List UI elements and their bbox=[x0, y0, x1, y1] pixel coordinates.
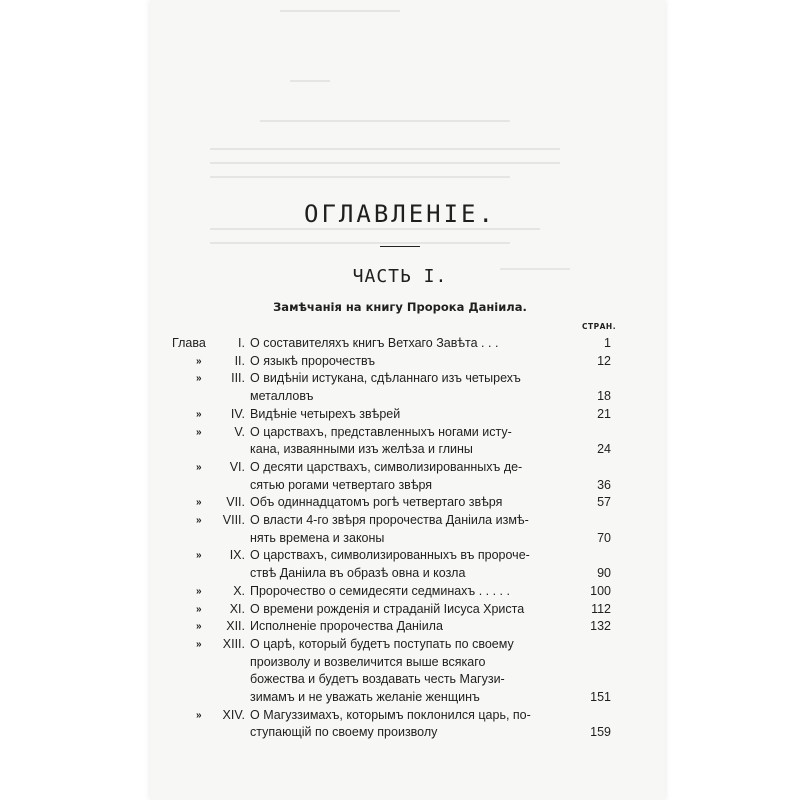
chapter-title: ствѣ Даніила въ образѣ овна и козла bbox=[250, 566, 466, 581]
ditto-mark: » bbox=[196, 461, 202, 473]
ditto-mark: » bbox=[196, 550, 202, 562]
chapter-title: зимамъ и не уважать желаніе женщинъ bbox=[250, 690, 480, 704]
page-number: 151 bbox=[590, 690, 611, 704]
chapter-title: О царствахъ, представленныхъ ногами исту- bbox=[250, 424, 512, 439]
page-number: 21 bbox=[597, 406, 611, 421]
chapter-title: О царѣ, который будетъ поступать по своему bbox=[250, 636, 514, 651]
toc-entry bbox=[0, 459, 800, 476]
page-title: ОГЛАВЛЕНІЕ. bbox=[304, 200, 496, 228]
chapter-title: кана, изваянными изъ желѣза и глины bbox=[250, 442, 473, 457]
page-column-label: СТРАН. bbox=[582, 322, 617, 331]
toc-entry-continuation bbox=[0, 388, 800, 405]
chapter-number: VIII. bbox=[222, 513, 245, 527]
ditto-mark: » bbox=[196, 497, 202, 509]
ditto-mark: » bbox=[196, 638, 202, 650]
ditto-mark: » bbox=[196, 603, 202, 615]
chapter-word: Глава bbox=[172, 336, 206, 350]
toc-entry-continuation bbox=[0, 565, 800, 582]
chapter-number: XII. bbox=[226, 619, 245, 634]
chapter-title: О царствахъ, символизированныхъ въ пророче- bbox=[250, 548, 530, 563]
ditto-mark: » bbox=[196, 426, 202, 438]
chapter-number: XIV. bbox=[222, 707, 245, 722]
chapter-number: V. bbox=[234, 424, 245, 439]
ditto-mark: » bbox=[196, 709, 202, 721]
toc-entry bbox=[0, 335, 800, 352]
chapter-title: О времени рожденія и страданій Іисуса Христа bbox=[250, 601, 525, 616]
chapter-title: О Магуззимахъ, которымъ поклонился царь, по- bbox=[250, 707, 531, 722]
title-rule bbox=[380, 246, 420, 247]
ditto-mark: » bbox=[196, 585, 202, 597]
chapter-title: О десяти царствахъ, символизированныхъ де- bbox=[250, 459, 523, 474]
toc-entry-continuation bbox=[0, 671, 800, 688]
ditto-mark: » bbox=[196, 515, 202, 526]
toc-entry-continuation bbox=[0, 724, 800, 741]
chapter-title: Пророчество о семидесяти седминахъ . . . . . bbox=[250, 583, 510, 598]
ditto-mark: » bbox=[196, 355, 202, 367]
chapter-number: XIII. bbox=[222, 636, 245, 651]
toc-entry-continuation bbox=[0, 689, 800, 706]
toc-entry bbox=[0, 601, 800, 618]
toc-entry-continuation bbox=[0, 441, 800, 458]
toc-entry bbox=[0, 618, 800, 635]
page-number: 159 bbox=[590, 725, 611, 740]
ditto-mark: » bbox=[196, 408, 202, 420]
page-number: 90 bbox=[597, 566, 611, 581]
toc-entry bbox=[0, 424, 800, 441]
chapter-title: Объ одиннадцатомъ рогѣ четвертаго звѣря bbox=[250, 495, 503, 510]
toc-entry-continuation bbox=[0, 654, 800, 671]
chapter-number: XI. bbox=[229, 601, 245, 616]
toc-entry bbox=[0, 583, 800, 600]
page-number: 36 bbox=[597, 477, 611, 492]
bleed-through-text bbox=[150, 0, 665, 300]
chapter-title: металловъ bbox=[250, 389, 314, 404]
chapter-title: О составителяхъ книгъ Ветхаго Завѣта . . . bbox=[250, 336, 499, 350]
toc-entry bbox=[0, 636, 800, 653]
chapter-number: II. bbox=[234, 353, 245, 368]
page-number: 12 bbox=[597, 353, 611, 368]
page-number: 70 bbox=[597, 530, 611, 545]
chapter-title: божества и будетъ воздавать честь Магузи- bbox=[250, 672, 505, 687]
page-number: 132 bbox=[590, 619, 611, 634]
chapter-number: IX. bbox=[229, 548, 245, 563]
chapter-number: I. bbox=[238, 336, 245, 350]
chapter-number: VII. bbox=[226, 495, 245, 510]
toc-entry-continuation bbox=[0, 477, 800, 494]
chapter-number: X. bbox=[233, 583, 245, 598]
page-number: 57 bbox=[597, 495, 611, 510]
chapter-number: IV. bbox=[230, 406, 245, 421]
chapter-title: произволу и возвеличится выше всякаго bbox=[250, 654, 486, 669]
page-number: 112 bbox=[591, 601, 611, 616]
chapter-title: сятью рогами четвертаго звѣря bbox=[250, 477, 433, 492]
part-heading: ЧАСТЬ I. bbox=[352, 266, 448, 287]
toc-entry bbox=[0, 353, 800, 370]
page-number: 18 bbox=[597, 389, 611, 404]
chapter-number: VI. bbox=[229, 459, 245, 474]
toc-entry bbox=[0, 494, 800, 511]
chapter-title: нять времена и законы bbox=[250, 530, 385, 545]
chapter-title: О власти 4-го звѣря пророчества Даніила измѣ- bbox=[250, 513, 529, 527]
chapter-number: III. bbox=[231, 371, 245, 386]
page-number: 24 bbox=[597, 442, 611, 457]
toc-entry-continuation bbox=[0, 530, 800, 547]
chapter-title: О видѣніи истукана, сдѣланнаго изъ четырехъ bbox=[250, 371, 521, 386]
page-number: 1 bbox=[604, 336, 611, 350]
toc-entry bbox=[0, 547, 800, 564]
chapter-title: Исполненіе пророчества Даніила bbox=[250, 619, 443, 634]
chapter-title: Видѣніе четырехъ звѣрей bbox=[250, 406, 401, 421]
toc-entry bbox=[0, 707, 800, 724]
toc-entry bbox=[0, 370, 800, 387]
toc-entry bbox=[0, 512, 800, 529]
chapter-title: О языкѣ пророчествъ bbox=[250, 353, 376, 368]
toc-entry bbox=[0, 406, 800, 423]
page-number: 100 bbox=[590, 583, 611, 598]
ditto-mark: » bbox=[196, 373, 202, 385]
ditto-mark: » bbox=[196, 621, 202, 633]
section-title: Замѣчанія на книгу Пророка Даніила. bbox=[273, 300, 527, 314]
chapter-title: ступающій по своему произволу bbox=[250, 725, 438, 740]
